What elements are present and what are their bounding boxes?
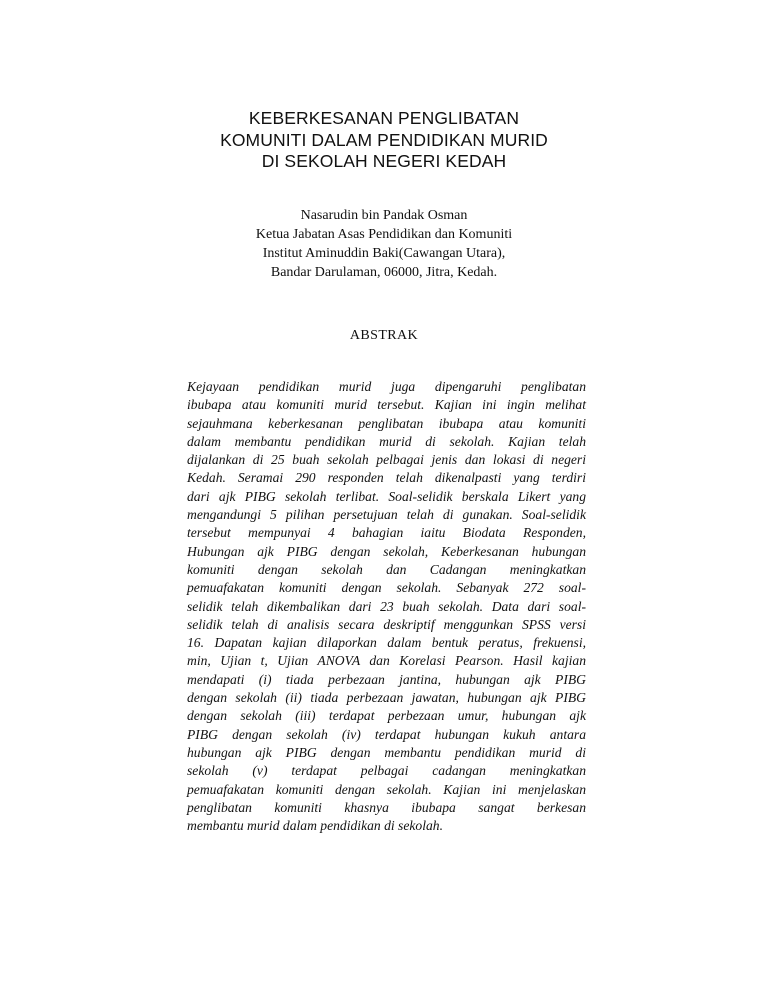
abstract-line: selidik telah dikembalikan dari 23 buah sekolah. Data dari soal- (187, 598, 586, 614)
abstract-line: dijalankan di 25 buah sekolah pelbagai jenis dan lokasi di negeri (187, 452, 586, 468)
abstract-line: selidik telah di analisis secara deskriptif menggunkan SPSS versi (187, 616, 586, 632)
abstract-line: 16. Dapatan kajian dilaporkan dalam bentuk peratus, frekuensi, (187, 635, 586, 651)
abstract-line: sekolah (v) terdapat pelbagai cadangan meningkatkan (187, 763, 586, 779)
abstract-line: hubungan ajk PIBG dengan membantu pendidikan murid di (187, 744, 586, 760)
abstract-line: dari ajk PIBG sekolah terlibat. Soal-selidik berskala Likert yang (187, 488, 586, 504)
abstract-line: dengan sekolah (iii) terdapat perbezaan umur, hubungan ajk (187, 708, 586, 724)
abstract-line: mendapati (i) tiada perbezaan jantina, hubungan ajk PIBG (187, 671, 586, 687)
author-address: Bandar Darulaman, 06000, Jitra, Kedah. (270, 265, 498, 280)
abstract-line: dalam membantu pendidikan murid di sekolah. Kajian telah (187, 433, 586, 449)
abstract-line: Kedah. Seramai 290 responden telah dikenalpasti yang terdiri (187, 470, 586, 486)
abstract-line: mengandungi 5 pilihan persetujuan telah di gunakan. Soal-selidik (187, 507, 586, 523)
author-name: Nasarudin bin Pandak Osman (300, 208, 468, 223)
abstract-line: PIBG dengan sekolah (iv) terdapat hubungan kukuh antara (187, 726, 586, 742)
abstract-line: komuniti dengan sekolah dan Cadangan meningkatkan (187, 561, 586, 577)
paper-title (0, 108, 768, 173)
abstract-line: sejauhmana keberkesanan penglibatan ibubapa atau komuniti (187, 415, 586, 431)
title-line-3: DI SEKOLAH NEGERI KEDAH (261, 151, 507, 171)
abstract-body (187, 378, 586, 835)
abstract-heading: ABSTRAK (349, 328, 419, 343)
abstract-line: pemuafakatan komuniti dengan sekolah. Kajian ini menjelaskan (187, 781, 586, 797)
abstract-line: Kejayaan pendidikan murid juga dipengaruhi penglibatan (187, 379, 586, 394)
abstract-line: pemuafakatan komuniti dengan sekolah. Sebanyak 272 soal- (187, 580, 586, 596)
abstract-line: ibubapa atau komuniti murid tersebut. Kajian ini ingin melihat (187, 397, 586, 413)
title-line-1: KEBERKESANAN PENGLIBATAN (248, 108, 520, 128)
title-line-2: KOMUNITI DALAM PENDIDIKAN MURID (220, 129, 548, 150)
author-block (0, 206, 768, 282)
abstract-line: Hubungan ajk PIBG dengan sekolah, Keberkesanan hubungan (187, 543, 586, 559)
abstract-line: membantu murid dalam pendidikan di sekolah. (187, 818, 443, 834)
author-institution: Institut Aminuddin Baki(Cawangan Utara), (262, 246, 506, 261)
abstract-line: min, Ujian t, Ujian ANOVA dan Korelasi Pearson. Hasil kajian (187, 653, 586, 669)
abstract-line: tersebut mempunyai 4 bahagian iaitu Biodata Responden, (187, 525, 586, 541)
abstract-line: penglibatan komuniti khasnya ibubapa sangat berkesan (187, 799, 586, 815)
abstract-line: dengan sekolah (ii) tiada perbezaan jawatan, hubungan ajk PIBG (187, 690, 586, 706)
author-position: Ketua Jabatan Asas Pendidikan dan Komuniti (255, 227, 513, 242)
